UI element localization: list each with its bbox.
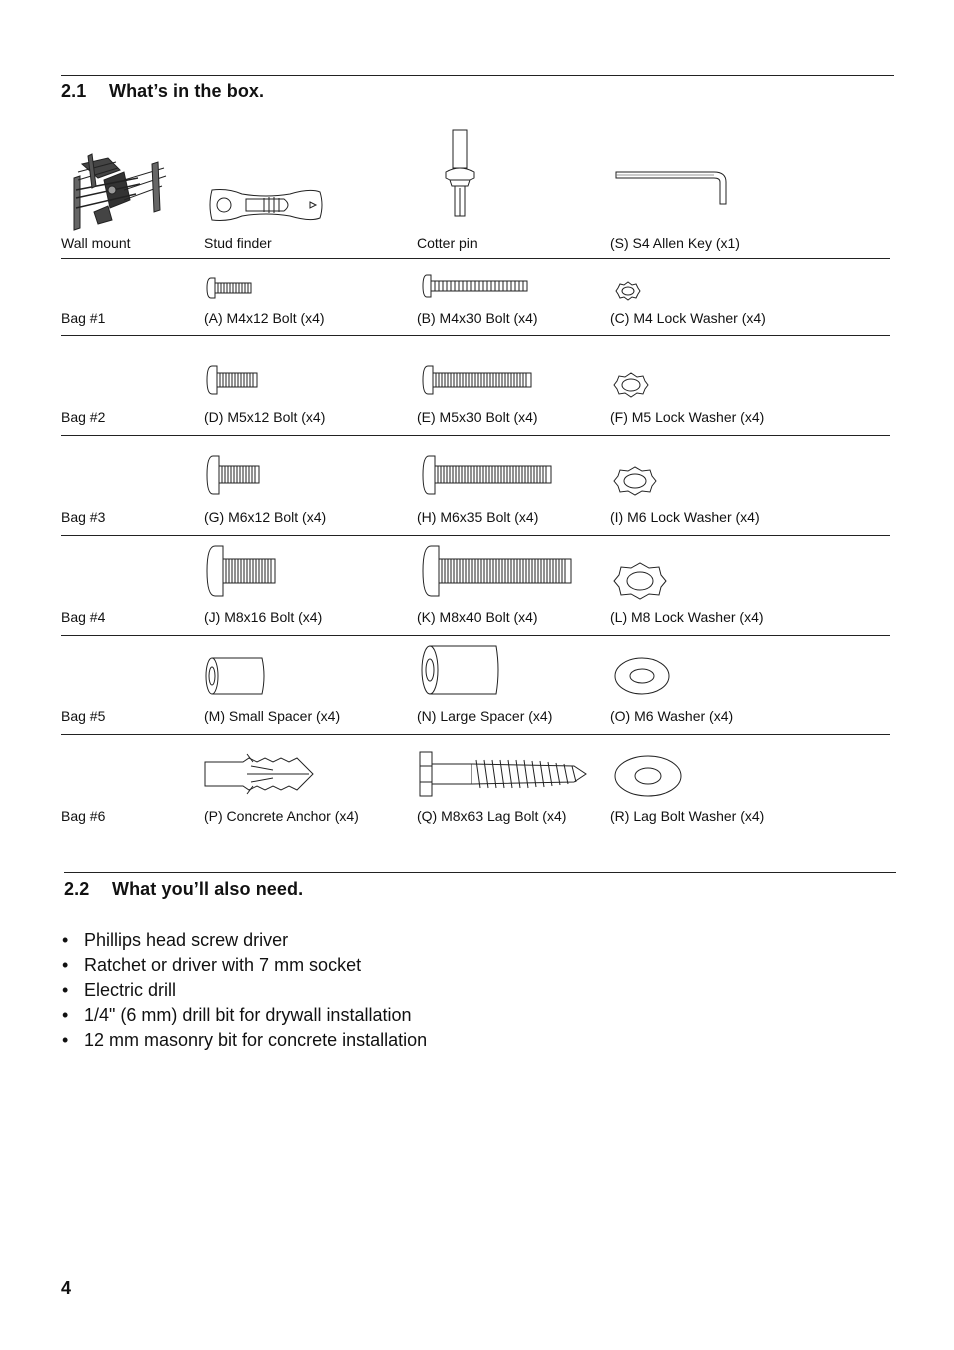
row-divider [61,435,890,436]
list-item-text: Ratchet or driver with 7 mm socket [84,955,362,975]
item-label: (H) M6x35 Bolt (x4) [417,509,539,525]
item-label: (A) M4x12 Bolt (x4) [204,310,325,326]
item-label: (B) M4x30 Bolt (x4) [417,310,538,326]
lock-washer-icon [612,562,668,600]
page-number: 4 [61,1278,72,1298]
item-label-stud-finder: Stud finder [204,235,272,251]
bag-label: Bag #4 [61,609,106,625]
section-number: 2.2 [64,879,90,899]
list-item-text: Phillips head screw driver [84,930,289,950]
section-heading-box [61,81,264,102]
section-title: What you’ll also need. [112,879,304,899]
bolt-icon [205,544,277,598]
item-label: (E) M5x30 Bolt (x4) [417,409,538,425]
row-divider [61,258,890,259]
bolt-icon [421,544,573,598]
list-item [62,978,427,1003]
list-item-text: 1/4" (6 mm) drill bit for drywall installation [84,1005,412,1025]
item-label: (R) Lag Bolt Washer (x4) [610,808,765,824]
cotter-pin-icon [440,128,480,220]
lock-washer-icon [612,372,650,398]
bag-label: Bag #5 [61,708,106,724]
item-label: (D) M5x12 Bolt (x4) [204,409,326,425]
list-item-text: Electric drill [84,980,177,1000]
section-title: What’s in the box. [109,81,265,101]
bullet-icon: • [62,955,69,975]
bag-label: Bag #3 [61,509,106,525]
bag-label: Bag #2 [61,409,106,425]
top-rule [61,75,894,76]
washer-icon [613,754,683,798]
item-label: (K) M8x40 Bolt (x4) [417,609,538,625]
bolt-icon [205,364,259,396]
list-item [62,1028,427,1053]
stud-finder-icon [206,186,324,224]
bullet-icon: • [62,930,69,950]
item-label-wall-mount: Wall mount [61,235,131,251]
bolt-icon [421,364,533,396]
lock-washer-icon [612,466,658,496]
item-label: (L) M8 Lock Washer (x4) [610,609,764,625]
item-label: (I) M6 Lock Washer (x4) [610,509,760,525]
item-label: (P) Concrete Anchor (x4) [204,808,359,824]
bolt-icon [205,454,261,496]
row-divider [61,335,890,336]
list-item [62,1003,427,1028]
lock-washer-icon [614,281,642,301]
list-item-text: 12 mm masonry bit for concrete installation [84,1030,428,1050]
item-label: (M) Small Spacer (x4) [204,708,341,724]
bullet-icon: • [62,1030,69,1050]
section-number: 2.1 [61,81,87,101]
spacer-icon [204,656,268,696]
bag-label: Bag #6 [61,808,106,824]
item-label: (G) M6x12 Bolt (x4) [204,509,327,525]
row-divider [61,535,890,536]
item-label: (N) Large Spacer (x4) [417,708,553,724]
tools-needed-list [62,928,427,1053]
allen-key-icon [614,168,732,208]
row-divider [61,635,890,636]
item-label-allen-key: (S) S4 Allen Key (x1) [610,235,740,251]
section-heading-also-need [64,879,303,900]
wall-mount-icon [68,150,168,232]
section-rule [64,872,896,873]
list-item [62,928,427,953]
item-label: (O) M6 Washer (x4) [610,708,734,724]
concrete-anchor-icon [203,752,315,796]
bullet-icon: • [62,1005,69,1025]
row-divider [61,734,890,735]
bolt-icon [205,276,253,300]
bolt-icon [421,454,553,496]
bag-label: Bag #1 [61,310,106,326]
bullet-icon: • [62,980,69,1000]
item-label: (J) M8x16 Bolt (x4) [204,609,323,625]
list-item [62,953,427,978]
item-label-cotter-pin: Cotter pin [417,235,478,251]
lag-bolt-icon [418,750,590,798]
spacer-icon [420,644,502,696]
item-label: (C) M4 Lock Washer (x4) [610,310,766,326]
item-label: (Q) M8x63 Lag Bolt (x4) [417,808,567,824]
washer-icon [613,656,671,696]
item-label: (F) M5 Lock Washer (x4) [610,409,765,425]
bolt-icon [421,273,529,299]
